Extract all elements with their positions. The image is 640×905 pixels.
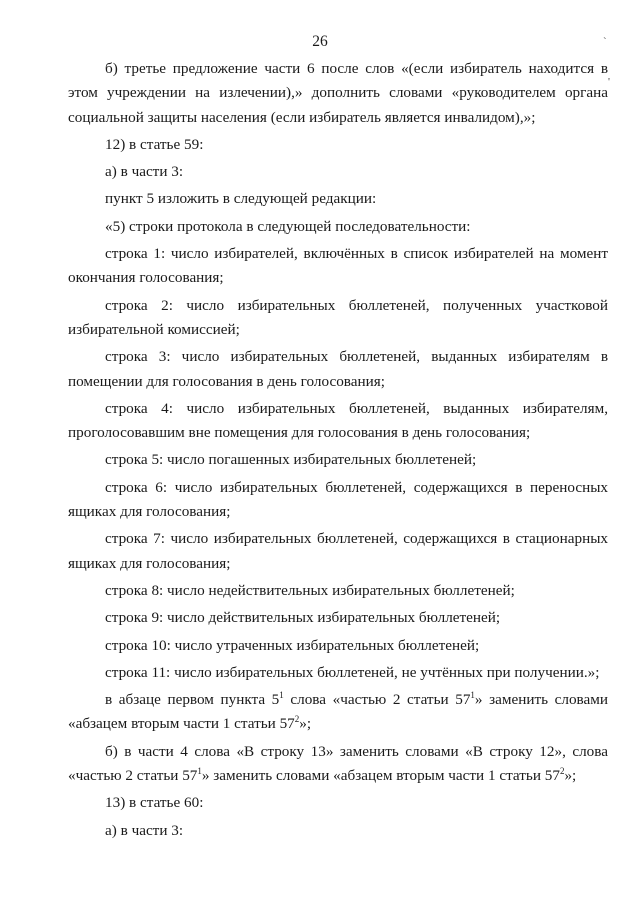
text-line: а) в части 3: <box>105 821 184 839</box>
text-line: б) третье предложение части 6 после слов «(если избиратель находится в <box>105 60 608 77</box>
text-fragment: «абзацем вторым части 1 статьи 57 <box>68 715 295 733</box>
superscript: 1 <box>470 690 475 701</box>
text-line: строка 1: число избирателей, включённых в список избирателей на момент <box>105 245 608 263</box>
superscript: 1 <box>279 690 284 701</box>
text-line: помещении для голосования в день голосования; <box>68 372 385 390</box>
text-fragment: » заменить словами «абзацем вторым части 1 статьи 57 <box>201 767 560 785</box>
text-line: социальной защиты населения (если избиратель является инвалидом),»; <box>68 108 536 126</box>
scan-mark: ` <box>603 36 607 48</box>
superscript: 2 <box>294 714 300 725</box>
text-fragment: «частью 2 статьи 57 <box>68 767 198 785</box>
text-line: строка 11: число избирательных бюллетеней, не учтённых при получении.»; <box>105 663 600 681</box>
text-line: ящиках для голосования; <box>68 554 231 572</box>
text-line: 12) в статье 59: <box>105 135 204 153</box>
page-number: 26 <box>312 33 328 50</box>
text-line: пункт 5 изложить в следующей редакции: <box>105 190 377 208</box>
text-line: строка 5: число погашенных избирательных бюллетеней; <box>105 451 477 469</box>
text-fragment: в абзаце первом пункта 5 <box>105 691 280 709</box>
superscript: 2 <box>559 766 565 777</box>
text-line: окончания голосования; <box>68 269 224 287</box>
text-fragment: »; <box>564 767 577 785</box>
text-line: строка 6: число избирательных бюллетеней, содержащихся в переносных <box>105 478 608 496</box>
text-line: б) в части 4 слова «В строку 13» заменить словами «В строку 12», слова <box>105 742 608 760</box>
text-fragment: » заменить словами <box>474 691 608 709</box>
text-line: строка 10: число утраченных избирательных бюллетеней; <box>105 636 480 654</box>
text-line <box>68 764 608 788</box>
text-line <box>68 688 608 712</box>
text-line: проголосовавшим вне помещения для голосования в день голосования; <box>68 424 531 442</box>
text-line: «5) строки протокола в следующей последовательности: <box>105 217 471 235</box>
text-line <box>68 712 608 736</box>
text-line: строка 2: число избирательных бюллетеней, полученных участковой <box>105 296 608 314</box>
text-line: строка 9: число действительных избирательных бюллетеней; <box>105 609 501 627</box>
text-line: а) в части 3: <box>105 163 184 181</box>
text-line: избирательной комиссией; <box>68 320 240 338</box>
superscript: 1 <box>197 766 202 777</box>
document-body <box>68 57 608 843</box>
text-line: строка 8: число недействительных избирательных бюллетеней; <box>105 581 515 599</box>
text-line: строка 3: число избирательных бюллетеней, выданных избирателям в <box>105 348 608 366</box>
text-line: 13) в статье 60: <box>105 794 204 812</box>
text-line: этом учреждении на излечении),» дополнить словами «руководителем органа <box>68 84 608 102</box>
text-line: ящиках для голосования; <box>68 503 231 521</box>
text-fragment: »; <box>299 715 312 733</box>
text-line: строка 4: число избирательных бюллетеней, выданных избирателям, <box>105 399 608 417</box>
scan-mark: ' <box>608 76 610 88</box>
text-line: строка 7: число избирательных бюллетеней, содержащихся в стационарных <box>105 530 608 548</box>
text-fragment: слова «частью 2 статьи 57 <box>283 691 471 709</box>
